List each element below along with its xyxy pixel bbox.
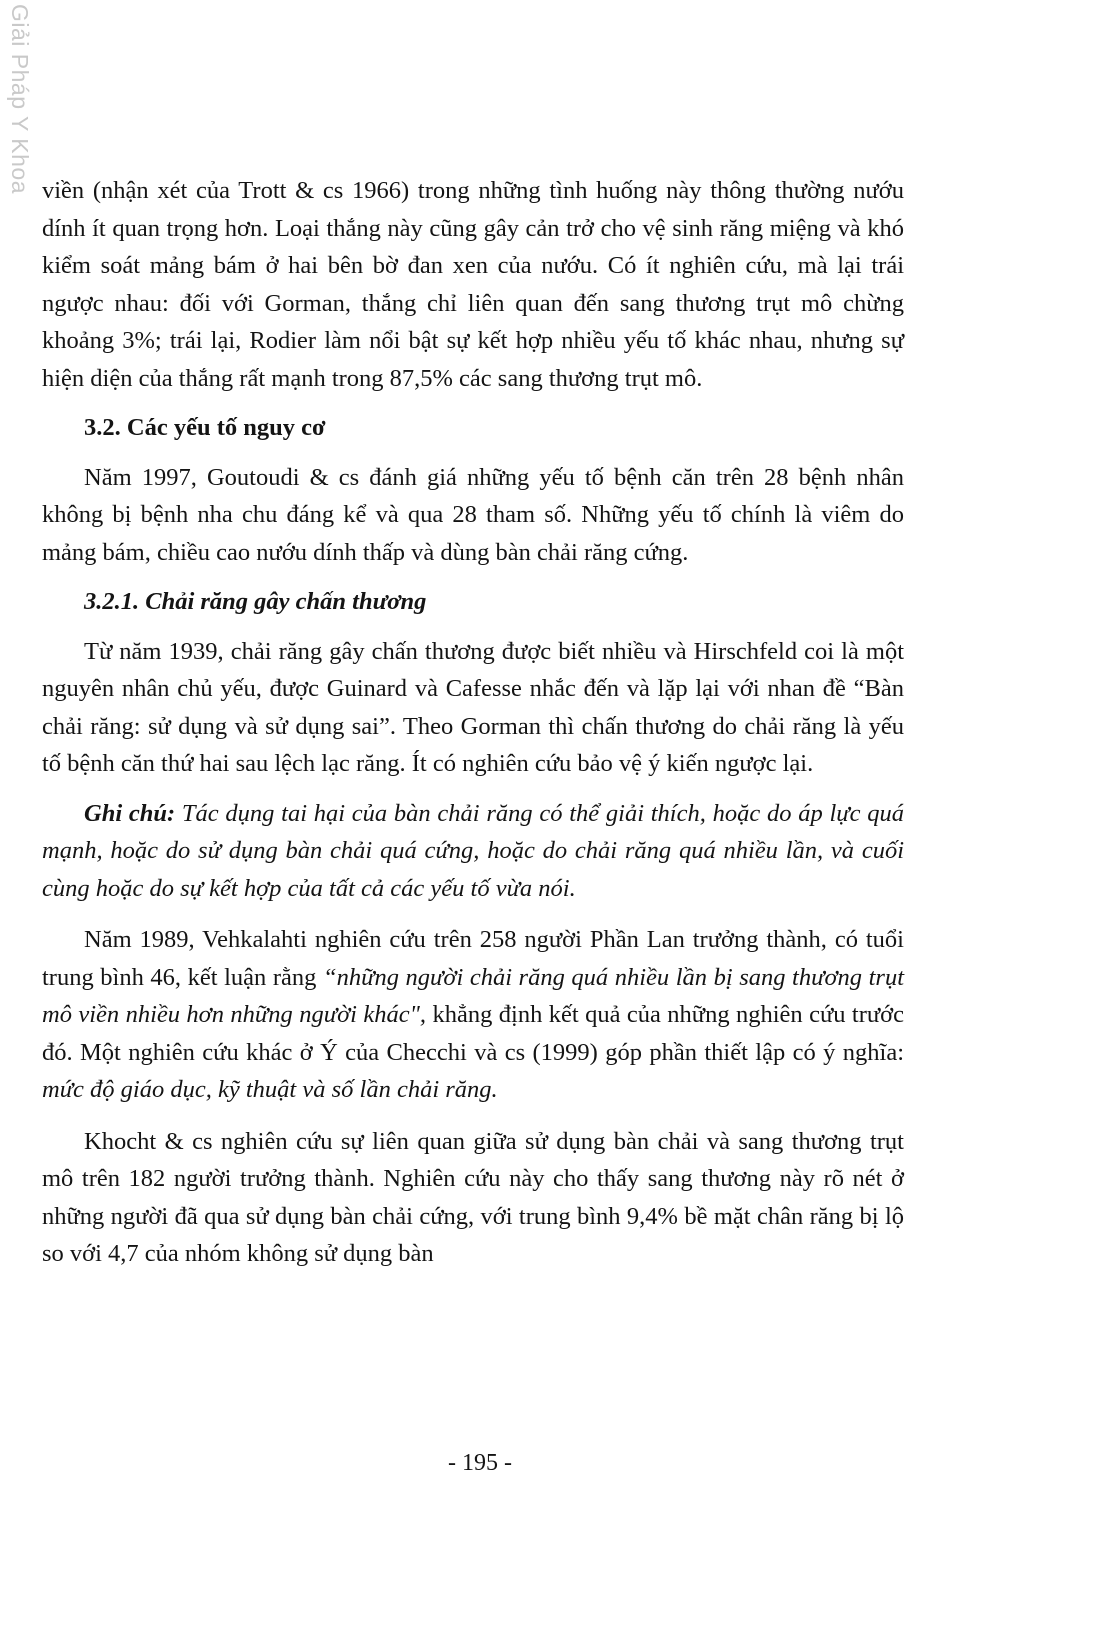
paragraph-vehkalahti [42, 921, 904, 1109]
paragraph-brushing-trauma: Từ năm 1939, chải răng gây chấn thương được biết nhiều và Hirschfeld coi là một nguyên nhân chủ yếu, được Guinard và Cafesse nhắc đến và lặp lại với nhan đề “Bàn chải răng: sử dụng và sử dụng sai”. Theo Gorman thì chấn thương do chải răng là yếu tố bệnh căn thứ hai sau lệch lạc răng. Ít có nghiên cứu bảo vệ ý kiến ngược lại. [42, 637, 904, 777]
note-label: Ghi chú: [84, 799, 176, 827]
paragraph-khocht: Khocht & cs nghiên cứu sự liên quan giữa sử dụng bàn chải và sang thương trụt mô trên 182 người trưởng thành. Nghiên cứu này cho thấy sang thương này rõ nét ở những người đã qua sử dụng bàn chải cứng, với trung bình 9,4% bề mặt chân răng bị lộ so với 4,7 của nhóm không sử dụng bàn [42, 1127, 904, 1267]
paragraph-goutoudi: Năm 1997, Goutoudi & cs đánh giá những yếu tố bệnh căn trên 28 bệnh nhân không bị bệnh nha chu đáng kể và qua 28 tham số. Những yếu tố chính là viêm do mảng bám, chiều cao nướu dính thấp và dùng bàn chải răng cứng. [42, 463, 904, 566]
paragraph-vehkalahti-part-a: Năm 1989, Vehkalahti nghiên cứu trên 258 người Phần Lan trưởng thành, có tuổi trung bình 46, kết luận rằng [42, 926, 904, 991]
paragraph-continuation: viền (nhận xét của Trott & cs 1966) trong những tình huống này thông thường nướu dính ít quan trọng hơn. Loại thắng này cũng gây cản trở cho vệ sinh răng miệng và khó kiểm soát mảng bám ở hai bên bờ đan xen của nướu. Có ít nghiên cứu, mà lại trái ngược nhau: đối với Gorman, thắng chỉ liên quan đến sang thương trụt mô chừng khoảng 3%; trái lại, Rodier làm nổi bật sự kết hợp nhiều yếu tố khác nhau, nhưng sự hiện diện của thắng rất mạnh trong 87,5% các sang thương trụt mô. [42, 177, 904, 392]
note-text: Tác dụng tai hại của bàn chải răng có thể giải thích, hoặc do áp lực quá mạnh, hoặc do sử dụng bàn chải quá cứng, hoặc do chải răng quá nhiều lần, và cuối cùng hoặc do sự kết hợp của tất cả các yếu tố vừa nói. [42, 799, 904, 902]
paragraph-vehkalahti-italic-end: mức độ giáo dục, kỹ thuật và số lần chải răng. [42, 1076, 498, 1103]
paragraph-vehkalahti-quote: “những người chải răng quá nhiều lần bị sang thương trụt mô viền nhiều hơn những người khác", [42, 963, 905, 1028]
paragraph-vehkalahti-part-b: khẳng định kết quả của những nghiên cứu trước đó. Một nghiên cứu khác ở Ý của Checchi và cs (1999) góp phần thiết lập có ý nghĩa: [42, 1001, 904, 1066]
page-number: - 195 - [448, 1450, 512, 1476]
subsection-heading-3-2-1: 3.2.1. Chải răng gây chấn thương [84, 588, 427, 615]
watermark-text: Giải Pháp Y Khoa [7, 4, 33, 195]
note-paragraph [42, 795, 904, 908]
page-body [42, 172, 904, 1273]
section-heading-3-2: 3.2. Các yếu tố nguy cơ [84, 414, 326, 441]
watermark [4, 4, 34, 214]
